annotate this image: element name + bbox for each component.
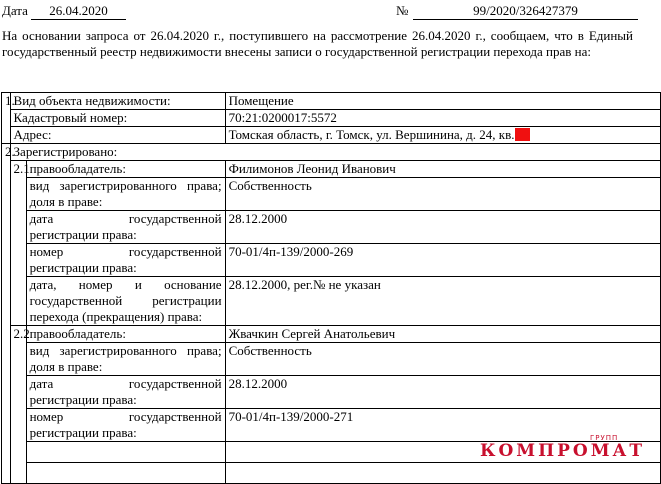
table-row	[2, 127, 661, 144]
table-row	[2, 93, 661, 110]
registration-date-label: дата государственной регистрации права:	[26, 376, 225, 409]
redaction-mark	[515, 128, 530, 141]
registered-label: Зарегистрировано:	[10, 144, 660, 161]
holder-value: Жвачкин Сергей Анатольевич	[225, 326, 660, 343]
registration-number-value: 70-01/4п-139/2000-271	[225, 409, 660, 442]
number-value: 99/2020/326427379	[413, 3, 638, 20]
table-row	[2, 211, 661, 244]
cadastral-label: Кадастровый номер:	[10, 110, 225, 127]
right-kind-label: вид зарегистрированного права; доля в праве:	[26, 178, 225, 211]
watermark-small: ГРУПП	[590, 434, 619, 442]
right-kind-label: вид зарегистрированного права; доля в праве:	[26, 343, 225, 376]
table-row	[2, 244, 661, 277]
entry-number: 2.1	[10, 161, 26, 326]
number-label: №	[396, 3, 409, 18]
registration-date-value: 28.12.2000	[225, 211, 660, 244]
transfer-basis-label: дата, номер и основание государственной регистрации перехода (прекращения) права:	[26, 277, 225, 326]
holder-value: Филимонов Леонид Иванович	[225, 161, 660, 178]
registration-number-label: номер государственной регистрации права:	[26, 409, 225, 442]
table-row	[2, 110, 661, 127]
section-number: 2.	[2, 144, 11, 484]
address-cell	[225, 127, 660, 144]
registration-date-value: 28.12.2000	[225, 376, 660, 409]
date-value: 26.04.2020	[31, 3, 126, 20]
table-row	[2, 463, 661, 484]
table-row	[2, 409, 661, 442]
empty-cell	[26, 463, 225, 484]
table-row	[2, 144, 661, 161]
registry-table	[1, 92, 661, 484]
empty-cell	[26, 442, 225, 463]
table-row	[2, 343, 661, 376]
address-value: Томская область, г. Томск, ул. Вершинина, д. 24, кв.	[228, 127, 515, 142]
table-row	[2, 178, 661, 211]
holder-label: правообладатель:	[26, 326, 225, 343]
cadastral-value: 70:21:0200017:5572	[225, 110, 660, 127]
watermark-logo: КОМПРОМАТ	[480, 441, 646, 461]
registration-number-label: номер государственной регистрации права:	[26, 244, 225, 277]
document-header	[0, 3, 640, 21]
section-number: 1.	[2, 93, 11, 144]
empty-cell	[225, 463, 660, 484]
registration-date-label: дата государственной регистрации права:	[26, 211, 225, 244]
object-type-label: Вид объекта недвижимости:	[10, 93, 225, 110]
registration-number-value: 70-01/4п-139/2000-269	[225, 244, 660, 277]
address-label: Адрес:	[10, 127, 225, 144]
right-kind-value: Собственность	[225, 343, 660, 376]
table-row	[2, 376, 661, 409]
holder-label: правообладатель:	[26, 161, 225, 178]
transfer-basis-value: 28.12.2000, рег.№ не указан	[225, 277, 660, 326]
date-label: Дата	[2, 3, 28, 18]
intro-paragraph: На основании запроса от 26.04.2020 г., поступившего на рассмотрение 26.04.2020 г., сообщаем, что в Единый государственный реестр недвижимости внесены записи о государственной регистрации перехода прав на:	[2, 28, 633, 59]
table-row	[2, 326, 661, 343]
table-row	[2, 277, 661, 326]
object-type-value: Помещение	[225, 93, 660, 110]
table-row	[2, 161, 661, 178]
right-kind-value: Собственность	[225, 178, 660, 211]
entry-number: 2.2	[10, 326, 26, 484]
